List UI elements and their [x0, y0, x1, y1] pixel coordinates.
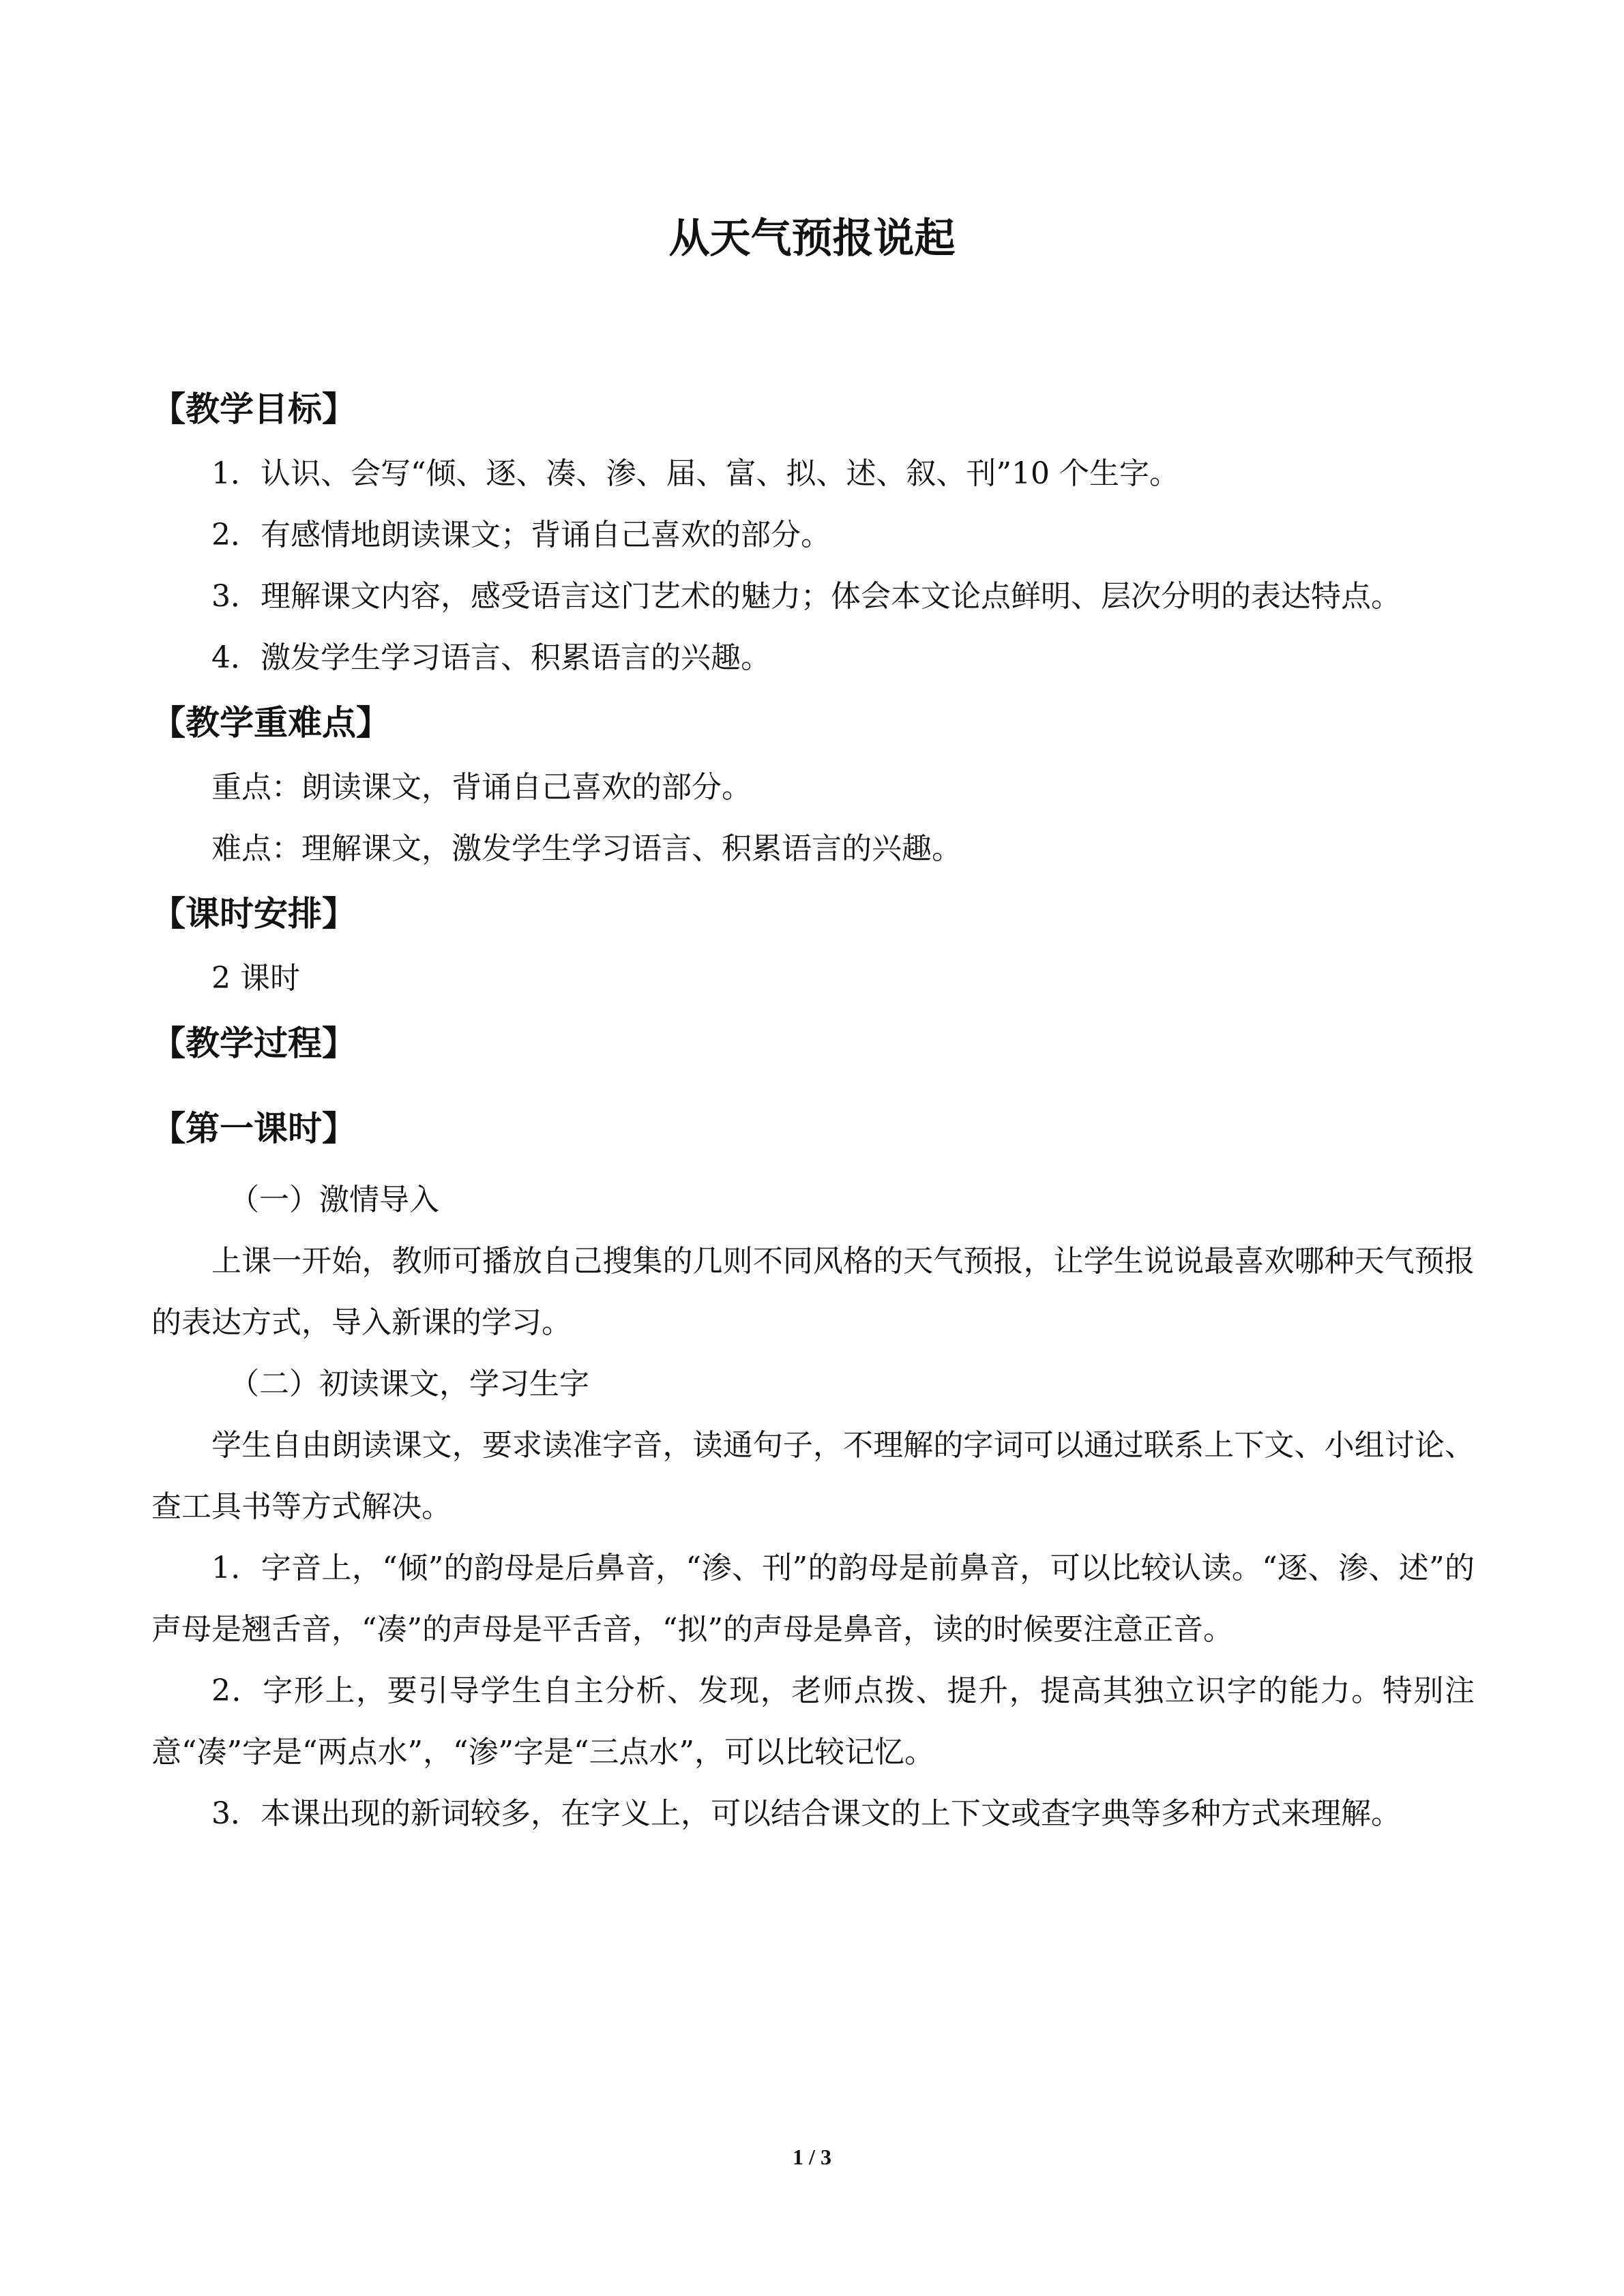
goal-item-2: 2．有感情地朗读课文；背诵自己喜欢的部分。: [211, 518, 831, 552]
schedule-text: 2 课时: [211, 961, 300, 996]
goal-item-1: 1．认识、会写“倾、逐、凑、渗、届、富、拟、述、叙、刊”10 个生字。: [211, 456, 1179, 491]
document-body: [151, 382, 1475, 1845]
paragraph-character-shape: 2．字形上，要引导学生自主分析、发现，老师点拨、提升，提高其独立识字的能力。特别注意“凑”字是“两点水”，“渗”字是“三点水”，可以比较记忆。: [151, 1673, 1475, 1770]
goal-item-3: 3．理解课文内容，感受语言这门艺术的魅力；体会本文论点鲜明、层次分明的表达特点。: [211, 579, 1401, 614]
section-heading-schedule: 【课时安排】: [151, 894, 356, 934]
paragraph-intro: 上课一开始，教师可播放自己搜集的几则不同风格的天气预报，让学生说说最喜欢哪种天气预报的表达方式，导入新课的学习。: [151, 1244, 1475, 1340]
subheading-first-reading: （二）初读课文，学习生字: [229, 1367, 589, 1401]
paragraph-first-reading: 学生自由朗读课文，要求读准字音，读通句子，不理解的字词可以通过联系上下文、小组讨论、查工具书等方式解决。: [151, 1428, 1475, 1524]
goal-item-4: 4．激发学生学习语言、积累语言的兴趣。: [211, 640, 771, 675]
subheading-intro: （一）激情导入: [229, 1182, 439, 1217]
page-number: 1 / 3: [793, 2145, 831, 2169]
section-heading-key-points: 【教学重难点】: [151, 703, 390, 743]
section-heading-process: 【教学过程】: [151, 1024, 356, 1063]
difficult-point: 难点：理解课文，激发学生学习语言、积累语言的兴趣。: [211, 831, 962, 866]
page-title: 从天气预报说起: [668, 215, 956, 263]
paragraph-pronunciation: 1．字音上，“倾”的韵母是后鼻音，“渗、刊”的韵母是前鼻音，可以比较认读。“逐、渗、述”的声母是翘舌音，“凑”的声母是平舌音，“拟”的声母是鼻音，读的时候要注意正音。: [151, 1551, 1475, 1647]
section-heading-lesson-1: 【第一课时】: [151, 1109, 356, 1148]
section-heading-goals: 【教学目标】: [151, 389, 356, 429]
paragraph-word-meaning: 3．本课出现的新词较多，在字义上，可以结合课文的上下文或查字典等多种方式来理解。: [211, 1796, 1401, 1831]
key-point: 重点：朗读课文，背诵自己喜欢的部分。: [211, 770, 752, 805]
